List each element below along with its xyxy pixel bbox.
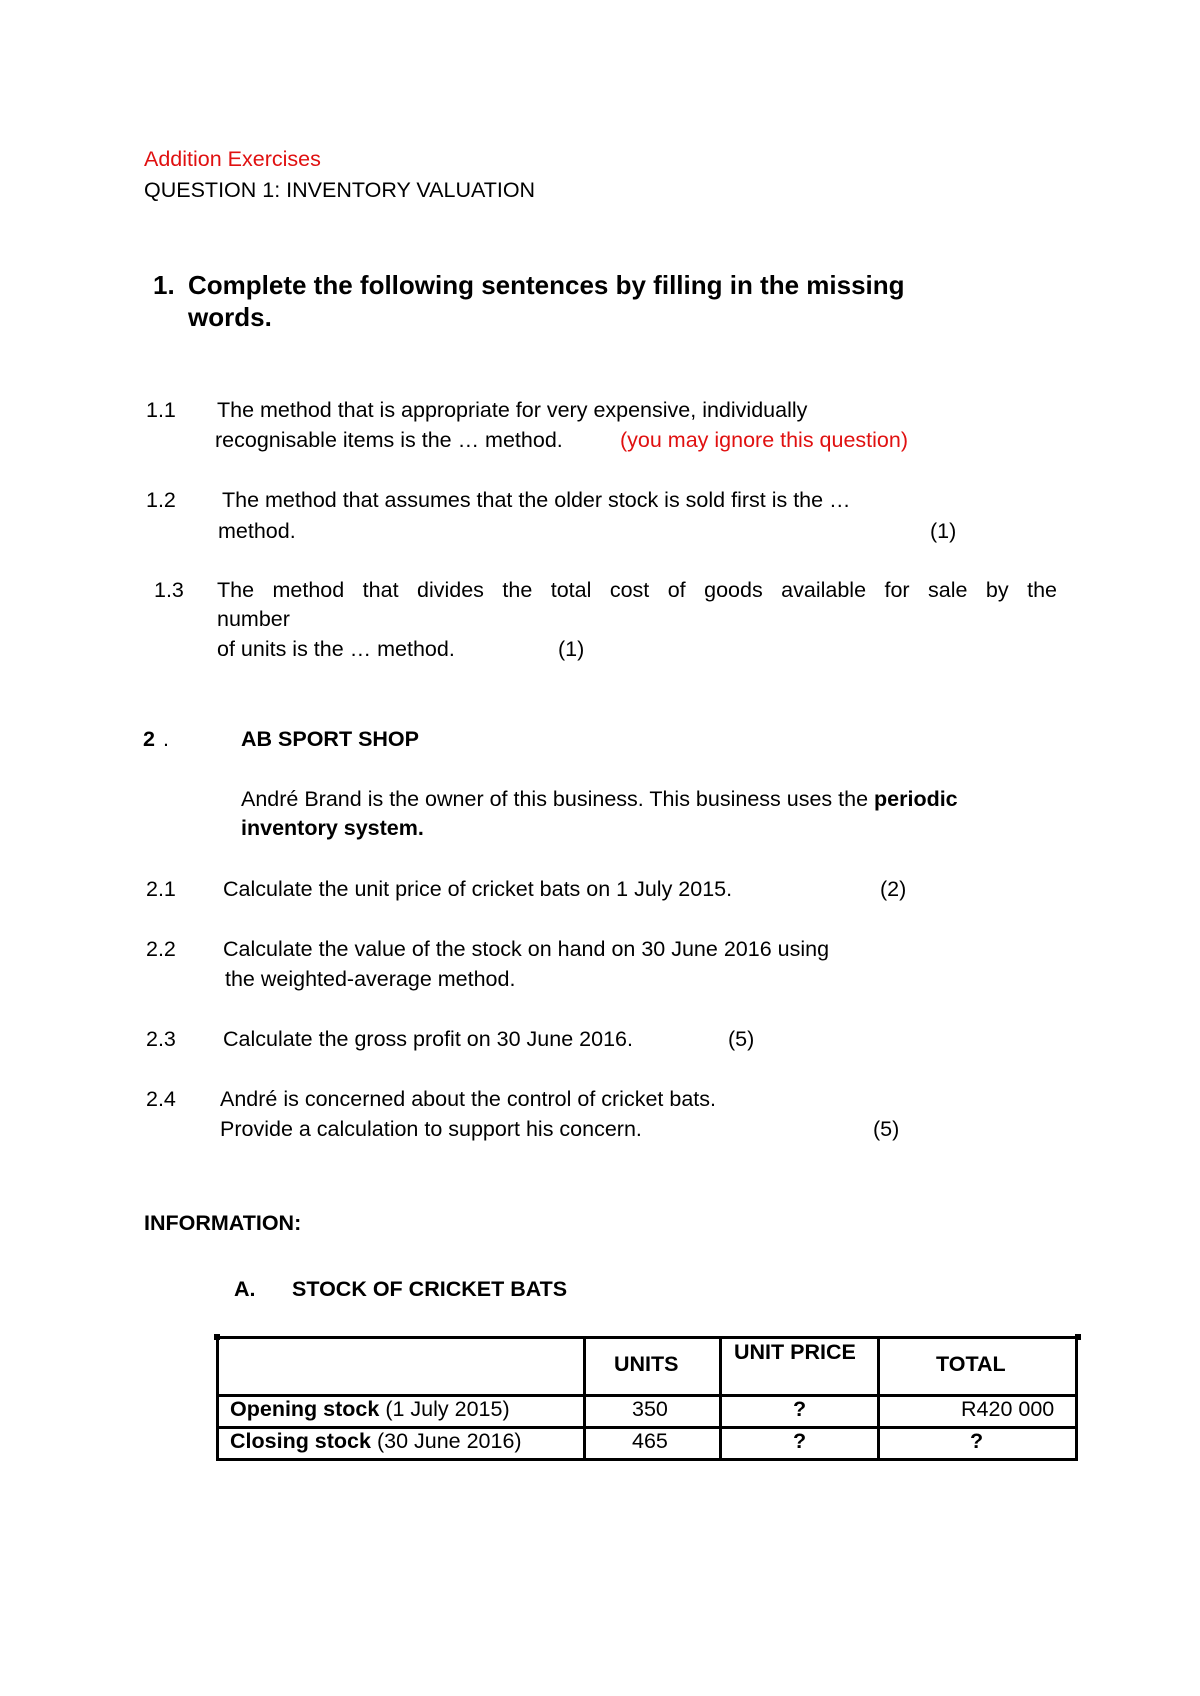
item-2-4-marks: (5) bbox=[873, 1117, 900, 1141]
header-total: TOTAL bbox=[936, 1352, 1006, 1376]
item-1-2-line2: method. bbox=[218, 519, 296, 543]
row-closing-unit-price: ? bbox=[793, 1429, 807, 1453]
table-border-right bbox=[1075, 1336, 1078, 1461]
item-1-1-line1: The method that is appropriate for very expensive, individually bbox=[217, 398, 808, 422]
item-2-1-marks: (2) bbox=[880, 877, 907, 901]
table-corner-mark bbox=[1075, 1334, 1081, 1340]
table-column-divider bbox=[877, 1336, 880, 1461]
row-closing-label bbox=[230, 1429, 522, 1455]
table-border-bottom bbox=[216, 1458, 1078, 1461]
item-2-2-number: 2.2 bbox=[146, 937, 176, 961]
item-1-3-marks: (1) bbox=[558, 637, 585, 661]
item-1-3-line3: of units is the … method. bbox=[217, 637, 455, 661]
table-column-divider bbox=[583, 1336, 586, 1461]
item-2-4-line1: André is concerned about the control of cricket bats. bbox=[220, 1087, 716, 1111]
table-row-divider bbox=[216, 1426, 1078, 1429]
item-2-4-line2: Provide a calculation to support his concern. bbox=[220, 1117, 642, 1141]
row-opening-units: 350 bbox=[632, 1397, 668, 1421]
table-row-divider bbox=[216, 1394, 1078, 1397]
row-closing-label-bold: Closing stock bbox=[230, 1429, 371, 1453]
item-1-2-number: 1.2 bbox=[146, 488, 176, 512]
table-corner-mark bbox=[214, 1334, 220, 1340]
row-opening-label-bold: Opening stock bbox=[230, 1397, 380, 1421]
information-heading: INFORMATION: bbox=[144, 1211, 302, 1235]
item-2-1-number: 2.1 bbox=[146, 877, 176, 901]
item-1-1-number: 1.1 bbox=[146, 398, 176, 422]
item-1-3-number: 1.3 bbox=[154, 578, 184, 602]
item-1-2-marks: (1) bbox=[930, 519, 957, 543]
item-2-2-line2: the weighted-average method. bbox=[225, 967, 516, 991]
section2-intro-line2: inventory system. bbox=[241, 816, 424, 840]
section2-title: AB SPORT SHOP bbox=[241, 727, 419, 751]
table-column-divider bbox=[719, 1336, 722, 1461]
item-1-3-line2: number bbox=[217, 607, 290, 631]
section2-intro-bold: periodic bbox=[874, 787, 958, 811]
item-1-2-line1: The method that assumes that the older stock is sold first is the … bbox=[222, 488, 851, 512]
section2-intro-plain: André Brand is the owner of this business. This business uses the bbox=[241, 787, 869, 811]
header-unit-price: UNIT PRICE bbox=[734, 1340, 856, 1364]
row-closing-total: ? bbox=[970, 1429, 984, 1453]
section1-heading-line1: Complete the following sentences by filling in the missing bbox=[188, 270, 905, 300]
header-units: UNITS bbox=[614, 1352, 679, 1376]
section2-number: 2 bbox=[143, 727, 155, 751]
section1-number: 1. bbox=[153, 270, 175, 300]
item-2-1-line1: Calculate the unit price of cricket bats on 1 July 2015. bbox=[223, 877, 733, 901]
item-1-1-note: (you may ignore this question) bbox=[620, 428, 909, 452]
row-closing-label-date: (30 June 2016) bbox=[376, 1429, 522, 1453]
item-2-3-number: 2.3 bbox=[146, 1027, 176, 1051]
item-1-1-line2: recognisable items is the … method. bbox=[215, 428, 563, 452]
section1-heading-line2: words. bbox=[188, 302, 272, 332]
item-1-3-line1: The method that divides the total cost of goods available for sale by the bbox=[217, 578, 1057, 602]
item-2-4-number: 2.4 bbox=[146, 1087, 176, 1111]
row-opening-unit-price: ? bbox=[793, 1397, 807, 1421]
table-border-left bbox=[216, 1336, 219, 1461]
row-opening-total: R420 000 bbox=[961, 1397, 1055, 1421]
information-sub-letter: A. bbox=[234, 1277, 256, 1301]
row-opening-label bbox=[230, 1397, 510, 1423]
item-2-3-line1: Calculate the gross profit on 30 June 2016. bbox=[223, 1027, 633, 1051]
section2-intro-line1 bbox=[241, 787, 958, 813]
row-closing-units: 465 bbox=[632, 1429, 668, 1453]
information-sub-title: STOCK OF CRICKET BATS bbox=[292, 1277, 568, 1301]
table-border-top bbox=[216, 1336, 1078, 1339]
row-opening-label-date: (1 July 2015) bbox=[385, 1397, 510, 1421]
item-2-2-line1: Calculate the value of the stock on hand on 30 June 2016 using bbox=[223, 937, 830, 961]
exercise-title: Addition Exercises bbox=[144, 147, 321, 171]
section2-dot: . bbox=[163, 727, 169, 751]
question-heading: QUESTION 1: INVENTORY VALUATION bbox=[144, 178, 536, 202]
item-2-3-marks: (5) bbox=[728, 1027, 755, 1051]
